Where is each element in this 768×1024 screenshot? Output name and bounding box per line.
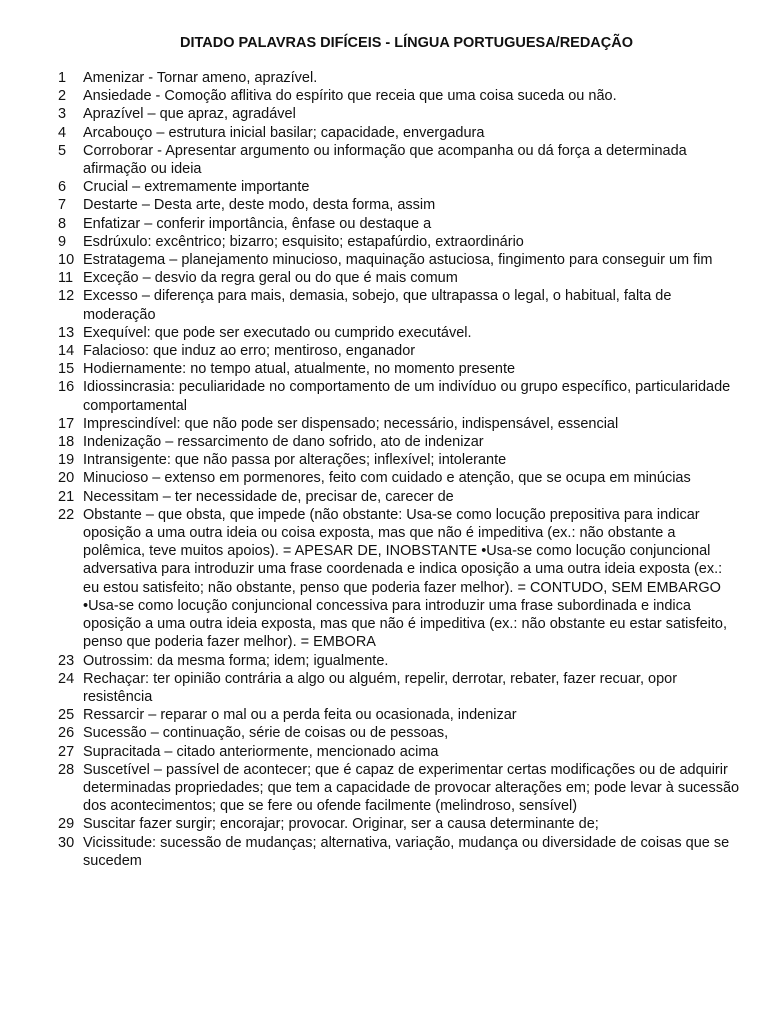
- entry-number: 14: [58, 343, 75, 360]
- entry-text: Suscetível – passível de acontecer; que é capaz de experimentar certas modificações ou de adquirir determinadas propriedades; que tem a capacidade de provocar alterações em; pode levar à sucessão dos acontecimentos; que se fere ou ofende facilmente (melindroso, sensível): [83, 761, 740, 815]
- list-item: [58, 488, 740, 506]
- list-item: [58, 269, 740, 287]
- list-item: [58, 105, 740, 123]
- list-item: [58, 506, 740, 652]
- entry-text: Rechaçar: ter opinião contrária a algo ou alguém, repelir, derrotar, rebater, fazer recuar, opor resistência: [83, 670, 678, 705]
- entry-number: 9: [58, 233, 67, 250]
- list-item: [58, 433, 740, 451]
- entry-number: 1: [58, 70, 67, 86]
- entry-text: Ressarcir – reparar o mal ou a perda feita ou ocasionada, indenizar: [83, 707, 517, 724]
- list-item: [58, 142, 740, 178]
- entry-number: 27: [58, 743, 75, 760]
- list-item: [58, 724, 740, 742]
- entry-text: Sucessão – continuação, série de coisas ou de pessoas,: [83, 725, 449, 742]
- entry-text: Necessitam – ter necessidade de, precisar de, carecer de: [83, 488, 454, 505]
- list-item: [58, 124, 740, 142]
- list-item: [58, 360, 740, 378]
- entry-text: Obstante – que obsta, que impede (não obstante: Usa-se como locução prepositiva para indicar oposição a uma outra ideia ou coisa exposta, mas que não é impeditiva (ex.: não obstante a polêmica, teve muitos apoios). = APESAR DE, INOBSTANTE •Usa-se como locução conjuncional adversativa para introduzir uma frase coordenada e indica oposição a uma outra ideia exposta (ex.: eu estou satisfeito; não obstante, penso que poderia fazer melhor). = CONTUDO, SEM EMBARGO •Usa-se como locução conjuncional concessiva para introduzir uma frase subordinada e indica oposição a uma outra ideia exposta, mas que não é impeditiva (ex.: não obstante eu estar satisfeito, penso que poderia fazer melhor). = EMBORA: [83, 506, 728, 651]
- list-item: [58, 834, 740, 870]
- entry-number: 2: [58, 88, 67, 105]
- entry-text: Corroborar - Apresentar argumento ou informação que acompanha ou dá força a determinada afirmação ou ideia: [83, 142, 687, 178]
- entry-text: Exequível: que pode ser executado ou cumprido executável.: [83, 324, 472, 341]
- list-item: [58, 178, 740, 196]
- entry-text: Arcabouço – estrutura inicial basilar; capacidade, envergadura: [83, 124, 485, 141]
- entry-text: Falacioso: que induz ao erro; mentiroso, enganador: [83, 343, 416, 360]
- entry-number: 30: [58, 834, 75, 851]
- list-item: [58, 196, 740, 214]
- entry-number: 18: [58, 434, 75, 451]
- entry-text: Esdrúxulo: excêntrico; bizarro; esquisito; estapafúrdio, extraordinário: [83, 233, 524, 250]
- entry-text: Enfatizar – conferir importância, ênfase ou destaque a: [83, 215, 432, 232]
- list-item: [58, 469, 740, 487]
- list-item: [58, 87, 740, 105]
- list-item: [58, 815, 740, 833]
- entry-number: 13: [58, 324, 75, 341]
- entry-text: Exceção – desvio da regra geral ou do que é mais comum: [83, 270, 458, 287]
- entry-number: 20: [58, 470, 75, 487]
- list-item: [58, 761, 740, 816]
- entry-number: 22: [58, 506, 75, 523]
- list-item: [58, 69, 740, 87]
- entry-number: 6: [58, 179, 67, 196]
- entry-number: 16: [58, 379, 75, 396]
- entry-number: 15: [58, 361, 75, 378]
- entry-text: Crucial – extremamente importante: [83, 179, 310, 196]
- list-item: [58, 251, 740, 269]
- entry-text: Vicissitude: sucessão de mudanças; alternativa, variação, mudança ou diversidade de coisas que se sucedem: [83, 834, 730, 869]
- entry-number: 23: [58, 652, 75, 669]
- entry-text: Hodiernamente: no tempo atual, atualmente, no momento presente: [83, 361, 516, 378]
- entry-text: Suscitar fazer surgir; encorajar; provocar. Originar, ser a causa determinante de;: [83, 816, 599, 833]
- entry-text: Destarte – Desta arte, deste modo, desta forma, assim: [83, 197, 436, 214]
- entry-number: 17: [58, 415, 75, 432]
- entry-text: Imprescindível: que não pode ser dispensado; necessário, indispensável, essencial: [83, 415, 619, 432]
- list-item: [58, 670, 740, 706]
- word-list: [58, 69, 740, 870]
- entry-number: 5: [58, 142, 67, 159]
- list-item: [58, 215, 740, 233]
- entry-number: 26: [58, 725, 75, 742]
- entry-text: Minucioso – extenso em pormenores, feito com cuidado e atenção, que se ocupa em minúcias: [83, 470, 691, 487]
- entry-number: 25: [58, 707, 75, 724]
- entry-number: 21: [58, 488, 75, 505]
- entry-number: 19: [58, 452, 75, 469]
- list-item: [58, 378, 740, 414]
- entry-text: Amenizar - Tornar ameno, aprazível.: [83, 70, 318, 86]
- entry-text: Aprazível – que apraz, agradável: [83, 106, 296, 123]
- list-item: [58, 451, 740, 469]
- entry-text: Indenização – ressarcimento de dano sofrido, ato de indenizar: [83, 434, 484, 451]
- entry-number: 11: [58, 270, 74, 287]
- entry-number: 3: [58, 106, 67, 123]
- entry-text: Excesso – diferença para mais, demasia, sobejo, que ultrapassa o legal, o habitual, falta de moderação: [83, 288, 672, 323]
- entry-text: Idiossincrasia: peculiaridade no comportamento de um indivíduo ou grupo específico, particularidade comportamental: [83, 379, 731, 414]
- list-item: [58, 233, 740, 251]
- entry-text: Ansiedade - Comoção aflitiva do espírito que receia que uma coisa suceda ou não.: [83, 88, 617, 105]
- entry-number: 8: [58, 215, 67, 232]
- list-item: [58, 652, 740, 670]
- list-item: [58, 706, 740, 724]
- entry-number: 4: [58, 124, 67, 141]
- entry-number: 24: [58, 670, 75, 687]
- list-item: [58, 287, 740, 323]
- list-item: [58, 415, 740, 433]
- entry-number: 7: [58, 197, 67, 214]
- document-title: DITADO PALAVRAS DIFÍCEIS - LÍNGUA PORTUGUESA/REDAÇÃO: [180, 35, 633, 51]
- list-item: [58, 342, 740, 360]
- entry-text: Supracitada – citado anteriormente, mencionado acima: [83, 743, 439, 760]
- entry-text: Outrossim: da mesma forma; idem; igualmente.: [83, 652, 389, 669]
- entry-number: 12: [58, 288, 75, 305]
- entry-number: 28: [58, 761, 75, 778]
- list-item: [58, 743, 740, 761]
- entry-number: 29: [58, 816, 75, 833]
- entry-text: Intransigente: que não passa por alterações; inflexível; intolerante: [83, 452, 507, 469]
- entry-text: Estratagema – planejamento minucioso, maquinação astuciosa, fingimento para conseguir um fim: [83, 252, 713, 269]
- list-item: [58, 324, 740, 342]
- entry-number: 10: [58, 252, 75, 269]
